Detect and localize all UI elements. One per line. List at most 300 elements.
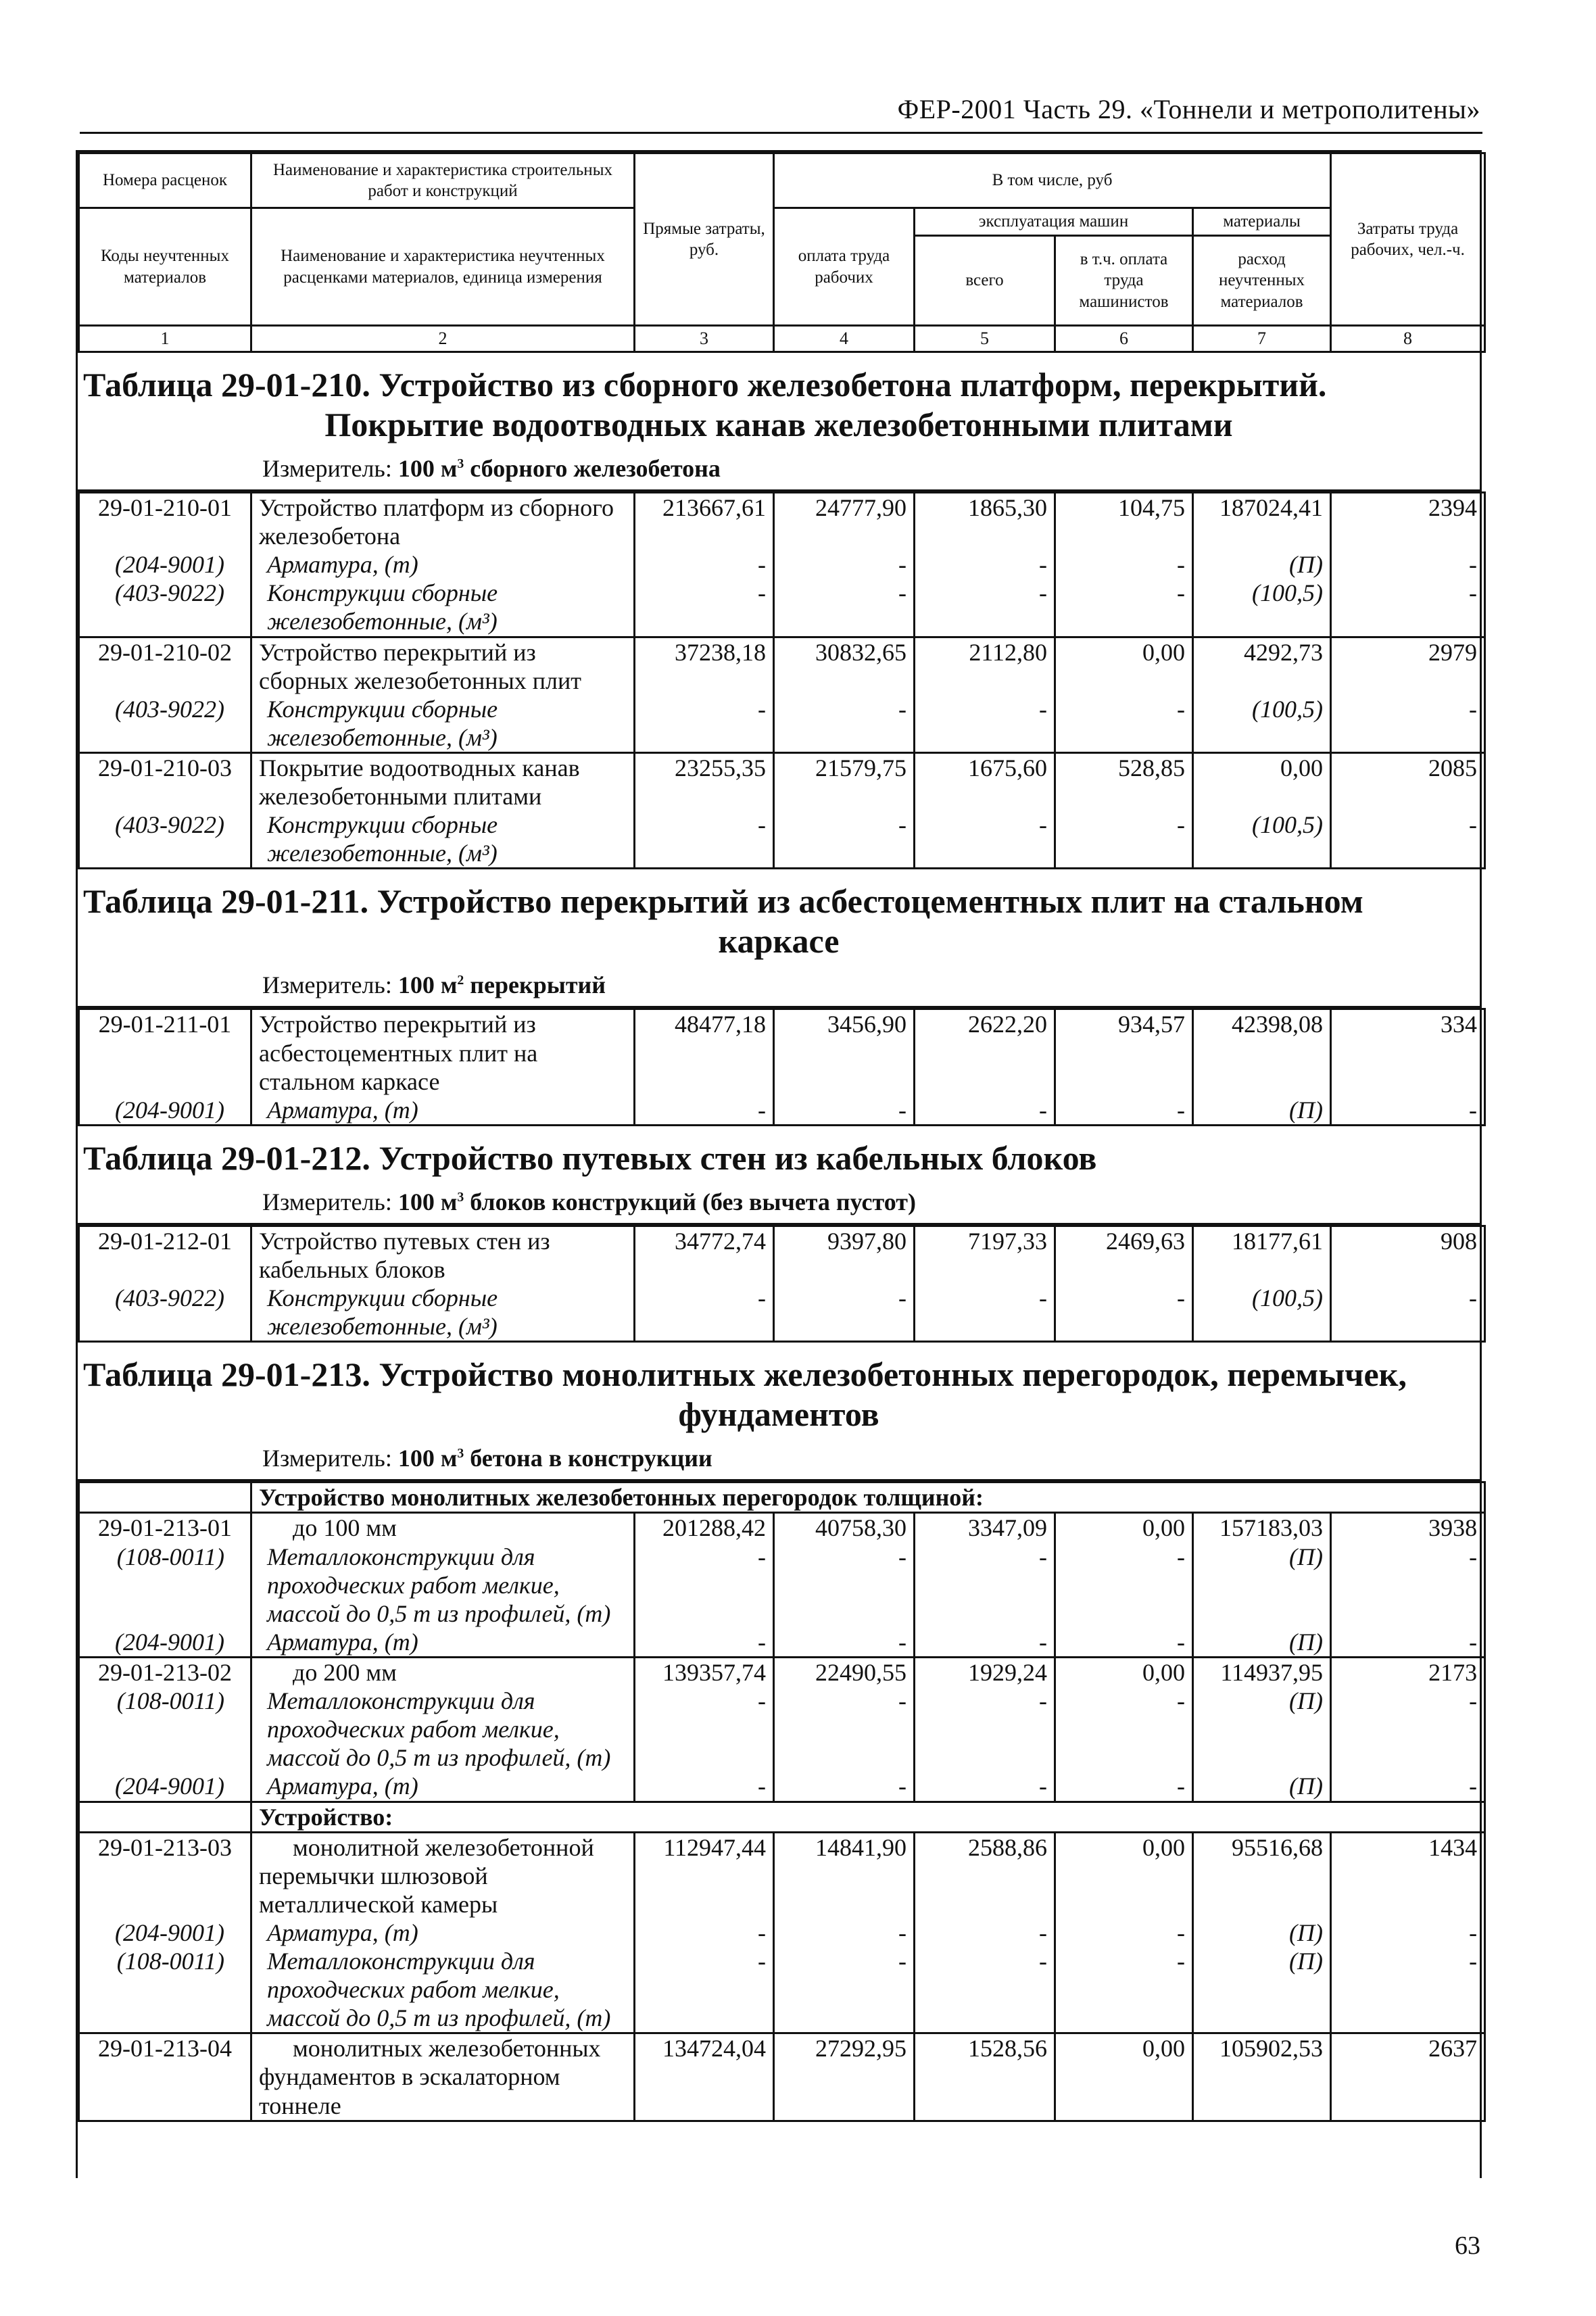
rate-code-cell: 29-01-213-02 — [79, 1657, 251, 1687]
direct-costs-cell: 201288,42 — [635, 1513, 774, 1543]
labor-pay-cell: - — [774, 811, 915, 839]
machines-total-cell: - — [915, 1687, 1055, 1715]
machines-total-cell — [915, 2062, 1055, 2091]
labor-hours-cell — [1331, 522, 1485, 550]
machinists-pay-cell — [1055, 1715, 1193, 1743]
meter-value: 100 м — [397, 971, 458, 999]
direct-costs-cell — [635, 782, 774, 811]
meter-unit: блоков конструкций (без вычета пустот) — [470, 1188, 916, 1215]
labor-pay-cell: - — [774, 1947, 915, 1975]
table-row — [79, 2033, 1485, 2063]
table-row — [79, 752, 1485, 782]
machinists-pay-cell: - — [1055, 1096, 1193, 1126]
labor-pay-cell — [774, 1715, 915, 1743]
table-row — [79, 637, 1485, 667]
labor-hours-cell — [1331, 1862, 1485, 1890]
labor-hours-cell: 908 — [1331, 1226, 1485, 1255]
item-name-cell: сборных железобетонных плит — [251, 667, 635, 695]
labor-hours-cell: - — [1331, 1628, 1485, 1658]
labor-pay-cell: 40758,30 — [774, 1513, 915, 1543]
rate-code-cell: 29-01-211-01 — [79, 1009, 251, 1039]
machines-total-cell: - — [915, 579, 1055, 607]
labor-hours-cell: - — [1331, 1543, 1485, 1571]
meter-label: Измеритель: — [262, 971, 392, 999]
rate-code-cell: 29-01-210-02 — [79, 637, 251, 667]
table-title — [83, 365, 1474, 445]
materials-cell: (100,5) — [1193, 1284, 1331, 1312]
item-name-cell: перемычки шлюзовой — [251, 1862, 635, 1890]
item-name-cell: Устройство перекрытий из — [251, 1009, 635, 1039]
labor-pay-cell — [774, 1975, 915, 2004]
materials-cell — [1193, 723, 1331, 753]
labor-pay-cell: - — [774, 550, 915, 579]
table-title-line: Таблица 29-01-212. Устройство путевых стен из кабельных блоков — [83, 1138, 1097, 1177]
rate-code-cell — [79, 1975, 251, 2004]
table-section — [78, 869, 1480, 1008]
header-rule — [80, 132, 1482, 134]
table-section — [78, 353, 1480, 491]
direct-costs-cell — [635, 1067, 774, 1096]
labor-hours-cell: - — [1331, 1284, 1485, 1312]
rate-code-cell: (204-9001) — [79, 1628, 251, 1658]
rate-code-cell: (108-0011) — [79, 1687, 251, 1715]
item-name-cell: Устройство путевых стен из — [251, 1226, 635, 1255]
table-row — [79, 2092, 1485, 2121]
item-name-cell: Устройство платформ из сборного — [251, 493, 635, 523]
materials-cell — [1193, 1255, 1331, 1284]
labor-pay-cell: - — [774, 1284, 915, 1312]
column-number: 5 — [915, 326, 1055, 352]
column-number: 2 — [251, 326, 635, 352]
item-name-cell: монолитных железобетонных — [251, 2033, 635, 2063]
item-name-cell: Металлоконструкции для — [251, 1687, 635, 1715]
item-name-cell: Конструкции сборные — [251, 1284, 635, 1312]
header-incl: В том числе, руб — [774, 153, 1331, 208]
machines-total-cell: 2622,20 — [915, 1009, 1055, 1039]
labor-hours-cell — [1331, 1890, 1485, 1919]
meter-label: Измеритель: — [262, 1445, 392, 1472]
rates-table — [78, 491, 1486, 869]
machines-total-cell: - — [915, 1772, 1055, 1802]
materials-cell — [1193, 2004, 1331, 2033]
labor-hours-cell — [1331, 1255, 1485, 1284]
machinists-pay-cell — [1055, 2062, 1193, 2091]
rate-code-cell — [79, 1571, 251, 1599]
materials-cell: (100,5) — [1193, 695, 1331, 723]
machines-total-cell — [915, 522, 1055, 550]
labor-pay-cell — [774, 607, 915, 637]
machines-total-cell: 1675,60 — [915, 752, 1055, 782]
labor-pay-cell: - — [774, 1919, 915, 1947]
rate-code-cell: 29-01-213-01 — [79, 1513, 251, 1543]
materials-cell: (П) — [1193, 1947, 1331, 1975]
item-name-cell: асбестоцементных плит на — [251, 1039, 635, 1067]
table-row — [79, 1657, 1485, 1687]
group-code-cell — [79, 1482, 251, 1513]
labor-hours-cell: 2637 — [1331, 2033, 1485, 2063]
machinists-pay-cell — [1055, 522, 1193, 550]
header-materials-consumption: расход неучтенных материалов — [1193, 236, 1331, 326]
machinists-pay-cell: 934,57 — [1055, 1009, 1193, 1039]
item-name-cell: металлической камеры — [251, 1890, 635, 1919]
direct-costs-cell — [635, 1039, 774, 1067]
meter-exponent: 3 — [457, 1446, 464, 1462]
materials-cell — [1193, 667, 1331, 695]
direct-costs-cell: 213667,61 — [635, 493, 774, 523]
materials-cell — [1193, 607, 1331, 637]
machinists-pay-cell: - — [1055, 1772, 1193, 1802]
machines-total-cell — [915, 1975, 1055, 2004]
rates-table — [78, 1481, 1486, 2121]
meter-unit: перекрытий — [470, 971, 606, 999]
labor-hours-cell — [1331, 1312, 1485, 1342]
table-row — [79, 522, 1485, 550]
rate-code-cell — [79, 667, 251, 695]
column-number: 8 — [1331, 326, 1485, 352]
table-row — [79, 579, 1485, 607]
table-row — [79, 1096, 1485, 1126]
column-number: 6 — [1055, 326, 1193, 352]
table-row — [79, 607, 1485, 637]
table-row — [79, 1482, 1485, 1513]
materials-cell — [1193, 1599, 1331, 1628]
table-row — [79, 1947, 1485, 1975]
header-direct-costs: Прямые затраты, руб. — [635, 153, 774, 326]
table-row — [79, 1890, 1485, 1919]
direct-costs-cell: - — [635, 695, 774, 723]
labor-hours-cell — [1331, 1039, 1485, 1067]
table-meter — [83, 971, 1474, 999]
item-name-cell: Арматура, (т) — [251, 1628, 635, 1658]
machinists-pay-cell — [1055, 1067, 1193, 1096]
machinists-pay-cell: 0,00 — [1055, 2033, 1193, 2063]
table-row — [79, 1312, 1485, 1342]
labor-pay-cell — [774, 1599, 915, 1628]
labor-pay-cell: 24777,90 — [774, 493, 915, 523]
table-row — [79, 695, 1485, 723]
materials-cell: (100,5) — [1193, 811, 1331, 839]
rate-code-cell: 29-01-213-03 — [79, 1832, 251, 1862]
materials-cell: (П) — [1193, 550, 1331, 579]
table-title — [83, 882, 1474, 961]
machinists-pay-cell: 0,00 — [1055, 1513, 1193, 1543]
table-section — [78, 1343, 1480, 1481]
materials-cell — [1193, 1890, 1331, 1919]
machines-total-cell: - — [915, 550, 1055, 579]
table-row — [79, 723, 1485, 753]
labor-hours-cell — [1331, 839, 1485, 869]
item-name-cell: железобетонные, (м³) — [251, 1312, 635, 1342]
machines-total-cell — [915, 723, 1055, 753]
header-name-top: Наименование и характеристика строительных работ и конструкций — [251, 153, 635, 208]
machines-total-cell: - — [915, 1947, 1055, 1975]
table-row — [79, 1862, 1485, 1890]
group-heading: Устройство: — [251, 1802, 1485, 1832]
direct-costs-cell — [635, 2092, 774, 2121]
item-name-cell: фундаментов в эскалаторном — [251, 2062, 635, 2091]
meter-label: Измеритель: — [262, 1188, 392, 1215]
machines-total-cell: 7197,33 — [915, 1226, 1055, 1255]
rate-code-cell — [79, 1862, 251, 1890]
rate-code-cell — [79, 2092, 251, 2121]
machines-total-cell — [915, 839, 1055, 869]
table-title — [83, 1355, 1474, 1434]
direct-costs-cell — [635, 2062, 774, 2091]
materials-cell — [1193, 1862, 1331, 1890]
materials-cell: (П) — [1193, 1772, 1331, 1802]
table-row — [79, 493, 1485, 523]
table-row — [79, 811, 1485, 839]
labor-hours-cell — [1331, 2004, 1485, 2033]
machines-total-cell — [915, 1067, 1055, 1096]
labor-hours-cell — [1331, 1715, 1485, 1743]
meter-value: 100 м — [397, 455, 458, 482]
direct-costs-cell — [635, 667, 774, 695]
labor-pay-cell — [774, 2092, 915, 2121]
table-row — [79, 1543, 1485, 1571]
machines-total-cell: 2112,80 — [915, 637, 1055, 667]
column-header-table — [78, 152, 1486, 353]
labor-hours-cell: - — [1331, 695, 1485, 723]
machinists-pay-cell — [1055, 607, 1193, 637]
table-meter — [83, 1444, 1474, 1472]
direct-costs-cell — [635, 1715, 774, 1743]
rate-code-cell — [79, 1715, 251, 1743]
labor-pay-cell: - — [774, 1096, 915, 1126]
labor-pay-cell — [774, 1255, 915, 1284]
materials-cell: (П) — [1193, 1096, 1331, 1126]
header-machines: эксплуатация машин — [915, 208, 1193, 236]
labor-pay-cell: 22490,55 — [774, 1657, 915, 1687]
header-machines-total: всего — [915, 236, 1055, 326]
materials-cell — [1193, 1571, 1331, 1599]
direct-costs-cell: - — [635, 1543, 774, 1571]
machinists-pay-cell: 528,85 — [1055, 752, 1193, 782]
labor-pay-cell — [774, 1571, 915, 1599]
materials-cell: 105902,53 — [1193, 2033, 1331, 2063]
labor-pay-cell — [774, 2062, 915, 2091]
item-name-cell: Арматура, (т) — [251, 1919, 635, 1947]
direct-costs-cell: 139357,74 — [635, 1657, 774, 1687]
machines-total-cell — [915, 1890, 1055, 1919]
labor-pay-cell: - — [774, 1543, 915, 1571]
machinists-pay-cell: - — [1055, 1947, 1193, 1975]
item-name-cell: Арматура, (т) — [251, 1096, 635, 1126]
labor-pay-cell — [774, 1312, 915, 1342]
labor-pay-cell — [774, 782, 915, 811]
machinists-pay-cell: - — [1055, 695, 1193, 723]
column-number: 4 — [774, 326, 915, 352]
rate-code-cell — [79, 2004, 251, 2033]
table-row — [79, 1802, 1485, 1832]
table-row — [79, 839, 1485, 869]
machinists-pay-cell: - — [1055, 579, 1193, 607]
direct-costs-cell: - — [635, 550, 774, 579]
machines-total-cell — [915, 2092, 1055, 2121]
document-frame — [76, 150, 1482, 2178]
labor-hours-cell — [1331, 1067, 1485, 1096]
table-title — [83, 1138, 1474, 1178]
machinists-pay-cell — [1055, 1599, 1193, 1628]
machinists-pay-cell: - — [1055, 1687, 1193, 1715]
direct-costs-cell — [635, 2004, 774, 2033]
item-name-cell: железобетонные, (м³) — [251, 839, 635, 869]
column-number: 3 — [635, 326, 774, 352]
materials-cell — [1193, 1067, 1331, 1096]
materials-cell — [1193, 839, 1331, 869]
direct-costs-cell: - — [635, 1687, 774, 1715]
table-row — [79, 1919, 1485, 1947]
labor-pay-cell — [774, 667, 915, 695]
machinists-pay-cell — [1055, 782, 1193, 811]
direct-costs-cell — [635, 1599, 774, 1628]
labor-pay-cell: - — [774, 1687, 915, 1715]
rate-code-cell: (204-9001) — [79, 1772, 251, 1802]
direct-costs-cell: 134724,04 — [635, 2033, 774, 2063]
materials-cell — [1193, 1975, 1331, 2004]
labor-pay-cell: - — [774, 695, 915, 723]
item-name-cell: Конструкции сборные — [251, 695, 635, 723]
item-name-cell: до 200 мм — [251, 1657, 635, 1687]
meter-exponent: 3 — [457, 1189, 464, 1205]
item-name-cell: Покрытие водоотводных канав — [251, 752, 635, 782]
rates-table — [78, 1008, 1486, 1126]
machinists-pay-cell: 104,75 — [1055, 493, 1193, 523]
direct-costs-cell: - — [635, 1772, 774, 1802]
labor-hours-cell — [1331, 667, 1485, 695]
direct-costs-cell: 23255,35 — [635, 752, 774, 782]
item-name-cell: Арматура, (т) — [251, 1772, 635, 1802]
meter-unit: сборного железобетона — [470, 455, 721, 482]
running-head: ФЕР-2001 Часть 29. «Тоннели и метрополитены» — [897, 94, 1480, 124]
machines-total-cell — [915, 1571, 1055, 1599]
rate-code-cell: (403-9022) — [79, 1284, 251, 1312]
machinists-pay-cell — [1055, 723, 1193, 753]
item-name-cell: кабельных блоков — [251, 1255, 635, 1284]
machines-total-cell: 1528,56 — [915, 2033, 1055, 2063]
header-labor-pay: оплата труда рабочих — [774, 208, 915, 326]
item-name-cell: массой до 0,5 т из профилей, (т) — [251, 1599, 635, 1628]
labor-hours-cell — [1331, 1599, 1485, 1628]
meter-exponent: 2 — [457, 973, 464, 988]
materials-cell — [1193, 2062, 1331, 2091]
rate-code-cell — [79, 1255, 251, 1284]
table-title-line: Таблица 29-01-210. Устройство из сборного железобетона платформ, перекрытий. — [83, 366, 1327, 404]
tables-container — [78, 353, 1480, 2122]
table-row — [79, 2062, 1485, 2091]
rate-code-cell: 29-01-210-03 — [79, 752, 251, 782]
labor-pay-cell: 30832,65 — [774, 637, 915, 667]
labor-hours-cell: - — [1331, 1919, 1485, 1947]
machines-total-cell — [915, 1862, 1055, 1890]
labor-hours-cell — [1331, 2062, 1485, 2091]
direct-costs-cell: - — [635, 1919, 774, 1947]
rate-code-cell — [79, 607, 251, 637]
materials-cell — [1193, 1715, 1331, 1743]
item-name-cell: железобетона — [251, 522, 635, 550]
direct-costs-cell: - — [635, 1628, 774, 1658]
labor-hours-cell: 1434 — [1331, 1832, 1485, 1862]
labor-hours-cell: 2173 — [1331, 1657, 1485, 1687]
labor-pay-cell — [774, 1039, 915, 1067]
labor-hours-cell — [1331, 1571, 1485, 1599]
item-name-cell: проходческих работ мелкие, — [251, 1571, 635, 1599]
direct-costs-cell: 37238,18 — [635, 637, 774, 667]
table-row — [79, 550, 1485, 579]
materials-cell: 95516,68 — [1193, 1832, 1331, 1862]
machinists-pay-cell — [1055, 1890, 1193, 1919]
table-row — [79, 1599, 1485, 1628]
labor-pay-cell: - — [774, 1628, 915, 1658]
labor-hours-cell: - — [1331, 1687, 1485, 1715]
item-name-cell: массой до 0,5 т из профилей, (т) — [251, 1743, 635, 1772]
labor-pay-cell: - — [774, 579, 915, 607]
machinists-pay-cell — [1055, 1743, 1193, 1772]
direct-costs-cell — [635, 1255, 774, 1284]
meter-value: 100 м — [397, 1188, 458, 1215]
group-heading: Устройство монолитных железобетонных перегородок толщиной: — [251, 1482, 1485, 1513]
labor-pay-cell: 14841,90 — [774, 1832, 915, 1862]
materials-cell: 18177,61 — [1193, 1226, 1331, 1255]
machines-total-cell: 3347,09 — [915, 1513, 1055, 1543]
labor-pay-cell — [774, 522, 915, 550]
machines-total-cell — [915, 1599, 1055, 1628]
machinists-pay-cell — [1055, 1975, 1193, 2004]
labor-hours-cell: - — [1331, 550, 1485, 579]
labor-hours-cell: 2394 — [1331, 493, 1485, 523]
rate-code-cell: (204-9001) — [79, 550, 251, 579]
header-codes-bottom: Коды неучтенных материалов — [79, 208, 251, 326]
table-title-continuation: фундаментов — [678, 1395, 879, 1434]
rate-code-cell — [79, 1039, 251, 1067]
materials-cell — [1193, 522, 1331, 550]
direct-costs-cell: - — [635, 1947, 774, 1975]
machines-total-cell — [915, 2004, 1055, 2033]
item-name-cell: тоннеле — [251, 2092, 635, 2121]
labor-hours-cell: - — [1331, 1947, 1485, 1975]
materials-cell: (100,5) — [1193, 579, 1331, 607]
rate-code-cell: (403-9022) — [79, 579, 251, 607]
labor-pay-cell — [774, 839, 915, 869]
rate-code-cell — [79, 723, 251, 753]
direct-costs-cell — [635, 522, 774, 550]
header-labor-hours: Затраты труда рабочих, чел.-ч. — [1331, 153, 1485, 326]
item-name-cell: железобетонные, (м³) — [251, 723, 635, 753]
table-row — [79, 1743, 1485, 1772]
materials-cell: 42398,08 — [1193, 1009, 1331, 1039]
machines-total-cell — [915, 607, 1055, 637]
direct-costs-cell — [635, 1743, 774, 1772]
rate-code-cell — [79, 2062, 251, 2091]
rates-table — [78, 1225, 1486, 1343]
labor-hours-cell — [1331, 1743, 1485, 1772]
materials-cell: 157183,03 — [1193, 1513, 1331, 1543]
meter-label: Измеритель: — [262, 455, 392, 482]
machinists-pay-cell — [1055, 1255, 1193, 1284]
item-name-cell: проходческих работ мелкие, — [251, 1715, 635, 1743]
materials-cell: 114937,95 — [1193, 1657, 1331, 1687]
rate-code-cell: (108-0011) — [79, 1543, 251, 1571]
table-row — [79, 1255, 1485, 1284]
item-name-cell: Металлоконструкции для — [251, 1543, 635, 1571]
materials-cell — [1193, 2092, 1331, 2121]
machinists-pay-cell: 0,00 — [1055, 1657, 1193, 1687]
table-row — [79, 1975, 1485, 2004]
labor-hours-cell: 2085 — [1331, 752, 1485, 782]
machinists-pay-cell: - — [1055, 550, 1193, 579]
labor-hours-cell — [1331, 2092, 1485, 2121]
labor-hours-cell: - — [1331, 1772, 1485, 1802]
